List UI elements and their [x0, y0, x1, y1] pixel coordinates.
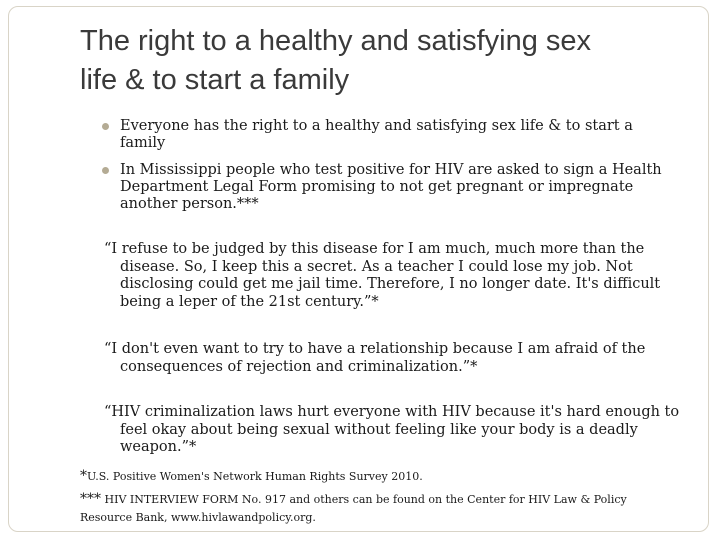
footnote-text: U.S. Positive Women's Network Human Rights Survey 2010. — [87, 470, 423, 483]
slide-title-line-1: The right to a healthy and satisfying sex — [80, 25, 592, 57]
slide-title-line-2: life & to start a family — [80, 64, 350, 96]
bullet-item — [104, 118, 664, 152]
footnote-mark: *** — [80, 491, 101, 507]
bullet-text: Everyone has the right to a healthy and satisfying sex life & to start a family — [120, 118, 633, 151]
bullet-text: In Mississippi people who test positive for HIV are asked to sign a Health Department Legal Form promising to not get pregnant or impregnate another person.*** — [120, 162, 662, 212]
quote-paragraph: “I refuse to be judged by this disease for I am much, much more than the disease. So, I keep this a secret. As a teacher I could lose my job. Not disclosing could get me jail time. Therefore, I no longer date. It's difficult being a leper of the 21st century.”* — [104, 241, 661, 310]
footnote-mark: * — [80, 468, 87, 484]
footnote — [80, 490, 680, 527]
slide-title — [80, 22, 700, 100]
quote-paragraph: “I don't even want to try to have a relationship because I am afraid of the consequences of rejection and criminalization.”* — [104, 341, 646, 375]
bullet-item — [104, 162, 664, 213]
bullet-dot-icon — [102, 123, 109, 130]
footnote-text: HIV INTERVIEW FORM No. 917 and others can be found on the Center for HIV Law & Policy Resource Bank, www.hivlawandpolicy.org. — [80, 493, 627, 524]
quote-paragraph: “HIV criminalization laws hurt everyone with HIV because it's hard enough to feel okay about being sexual without feeling like your body is a deadly weapon.”* — [104, 404, 680, 455]
footnote — [80, 467, 640, 486]
bullet-dot-icon — [102, 167, 109, 174]
